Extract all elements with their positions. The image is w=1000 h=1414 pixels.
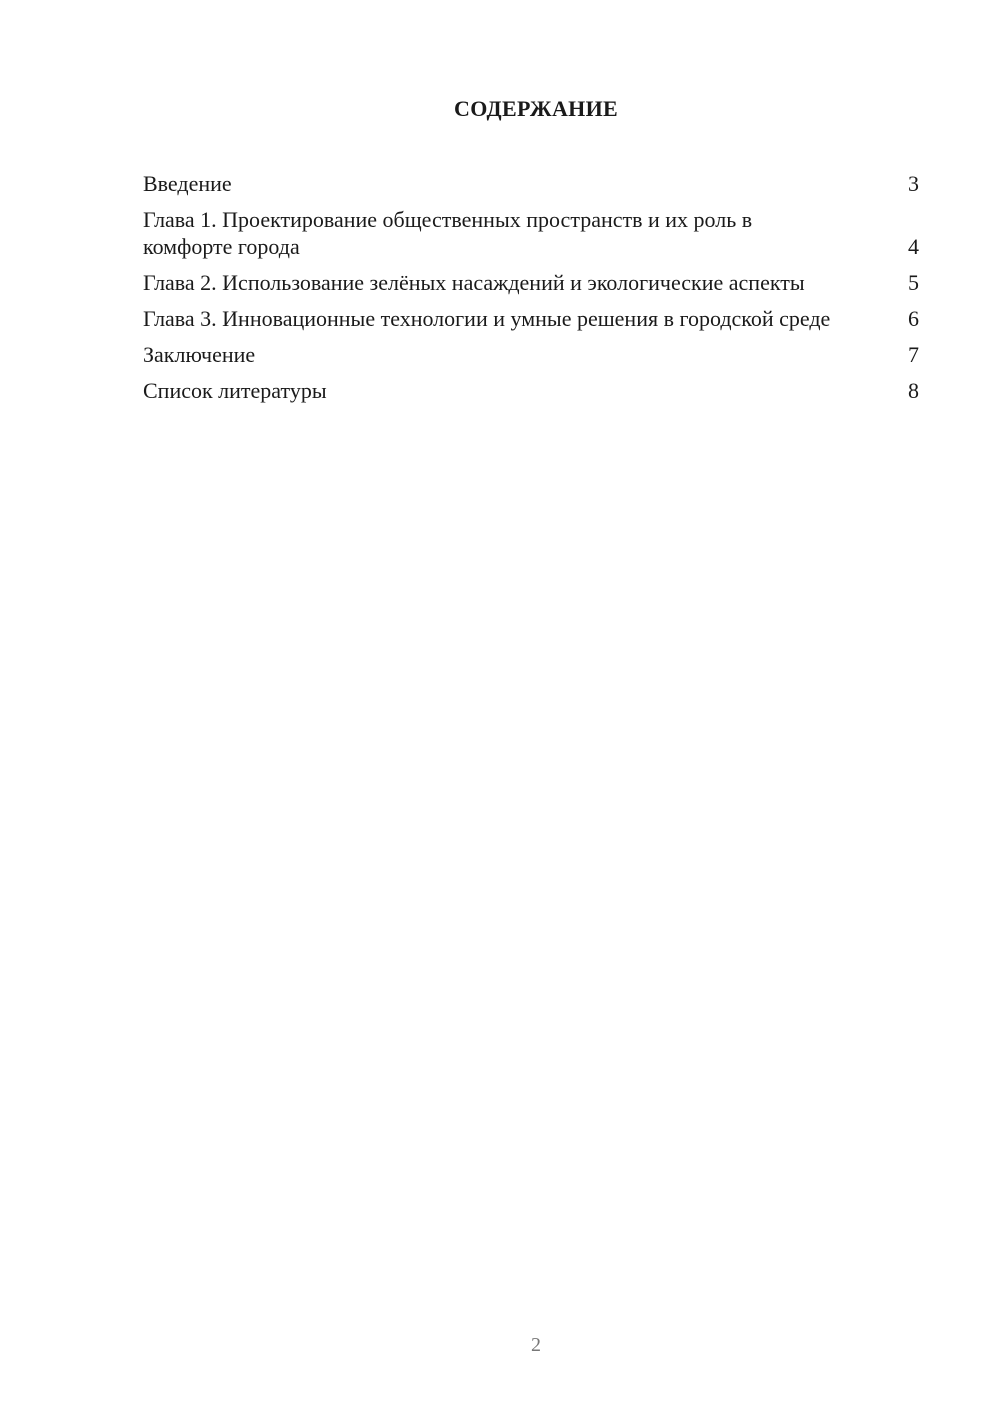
toc-entry-conclusion [143, 341, 919, 368]
toc-entry-chapter-1 [143, 206, 919, 260]
toc-entry-page: 7 [908, 342, 919, 367]
table-of-contents [143, 170, 919, 413]
page-number: 2 [531, 1334, 541, 1356]
toc-entry-chapter-3 [143, 305, 919, 332]
toc-entry-page: 8 [908, 378, 919, 403]
toc-entry-text: Список литературы [143, 378, 327, 403]
toc-entry-references [143, 377, 919, 404]
toc-entry-page: 6 [908, 306, 919, 331]
toc-entry-text: Глава 1. Проектирование общественных пространств и их роль в комфорте города [143, 207, 753, 259]
page-title: СОДЕРЖАНИЕ [454, 96, 618, 121]
toc-entry-page: 3 [908, 171, 919, 196]
toc-entry-chapter-2 [143, 269, 919, 296]
toc-entry-text: Глава 3. Инновационные технологии и умные решения в городской среде [143, 306, 831, 331]
toc-entry-page: 4 [908, 234, 919, 259]
toc-entry-introduction [143, 170, 919, 197]
toc-entry-page: 5 [908, 270, 919, 295]
toc-entry-text: Глава 2. Использование зелёных насаждений и экологические аспекты [143, 270, 805, 295]
toc-entry-text: Заключение [143, 342, 256, 367]
toc-entry-text: Введение [143, 171, 232, 196]
